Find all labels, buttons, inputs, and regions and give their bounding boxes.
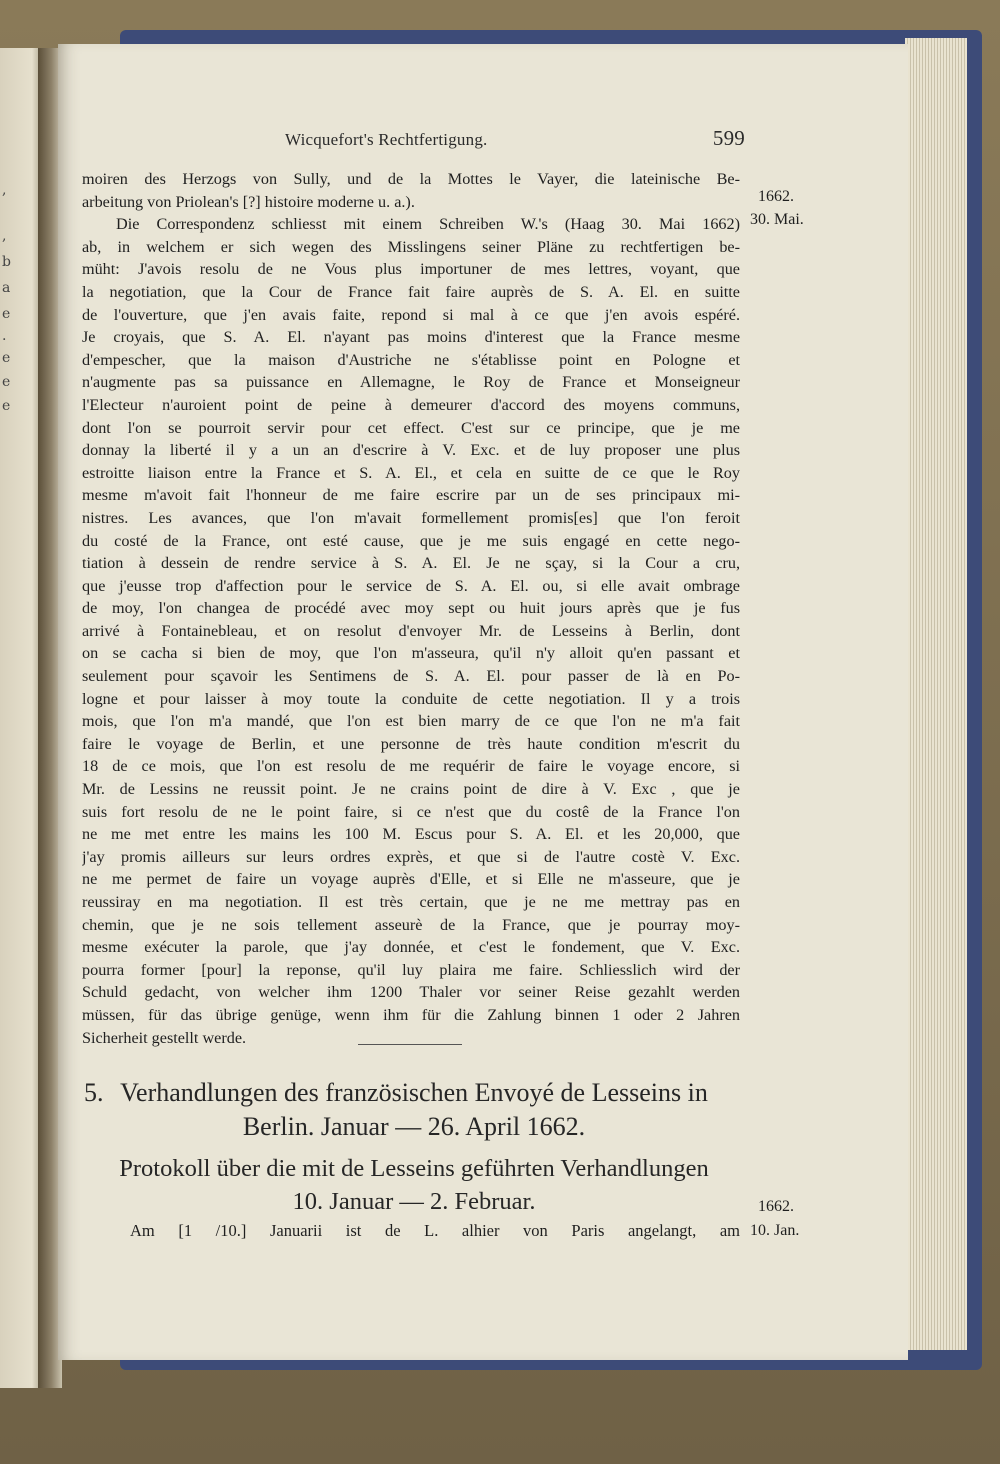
text-line: n'augmente pas sa puissance en Allemagne, le Roy de France et Monseigneur <box>82 373 740 392</box>
text-line: Am [1 /10.] Januarii ist de L. alhier von Paris angelangt, am <box>130 1221 740 1240</box>
running-head <box>285 128 745 154</box>
sub-heading <box>84 1152 744 1218</box>
body-text <box>82 168 740 1049</box>
left-page-mark: , <box>2 182 7 198</box>
text-line: d'empescher, que la maison d'Austriche ne s'établisse point en Pologne et <box>82 350 740 369</box>
text-line: arbeitung von Priolean's [?] histoire moderne u. a.). <box>82 192 415 211</box>
text-line: tiation à dessein de rendre service à S. A. El. Je ne sçay, si la Cour a cru, <box>82 554 740 573</box>
left-page-mark: . <box>2 328 7 344</box>
left-page-mark: e <box>2 398 11 414</box>
text-line: ne me met entre les mains les 100 M. Escus pour S. A. El. et les 20,000, que <box>82 825 740 844</box>
text-line: Je croyais, que S. A. El. n'ayant pas moins d'interest que la France mesme <box>82 328 740 347</box>
text-line: de moy, l'on changea de procédé avec moy sept ou huit jours après que je fus <box>82 599 740 618</box>
text-line: Die Correspondenz schliesst mit einem Schreiben W.'s (Haag 30. Mai 1662) <box>116 215 740 234</box>
left-page-mark: e <box>2 374 11 390</box>
text-line: 18 de ce mois, que l'on est resolu de me requérir de faire le voyage encore, si <box>82 757 740 776</box>
text-line: logne et pour laisser à moy toute la conduite de cette negotiation. Il y a trois <box>82 689 740 708</box>
section-separator <box>358 1044 462 1045</box>
text-line: müht: J'avois resolu de ne Vous plus importuner de mes lettres, voyant, que <box>82 260 740 279</box>
text-line: suis fort resolu de ne le point faire, si ce n'est que du costê de la France l'on <box>82 802 740 821</box>
left-page-edge <box>0 48 40 1388</box>
section-heading-line: Berlin. Januar — 26. April 1662. <box>242 1112 586 1141</box>
text-line: seulement pour sçavoir les Sentimens de S. A. El. pour passer de là en Po- <box>82 667 740 686</box>
text-line: müssen, für das übrige genüge, wenn ihm für die Zahlung binnen 1 oder 2 Jahren <box>82 1005 740 1024</box>
text-line: l'Electeur n'auroient point de peine à demeurer d'accord des moyens communs, <box>82 395 740 414</box>
text-line: du costé de la France, ont esté cause, que je me suis engagé en cette nego- <box>82 531 740 550</box>
left-page-mark: a <box>2 280 11 296</box>
margin-note-date: 10. Jan. <box>750 1222 800 1239</box>
text-line: on se cacha si bien de moy, que l'on m'asseura, qu'il n'y alloit qu'en passant et <box>82 644 740 663</box>
section-number: 5. <box>84 1078 104 1107</box>
left-page-mark: e <box>2 350 11 366</box>
left-page-mark: b <box>2 254 11 270</box>
left-page-mark: e <box>2 306 11 322</box>
text-line: moiren des Herzogs von Sully, und de la Mottes le Vayer, die lateinische Be- <box>82 170 740 188</box>
text-line: j'ay promis ailleurs sur leurs ordres exprès, et que si de l'autre costè V. Exc. <box>82 847 740 866</box>
text-line: chemin, que je ne sois tellement asseurè de la France, que je pourray moy- <box>82 915 740 934</box>
running-head-title: Wicquefort's Rechtfertigung. <box>285 130 488 149</box>
sub-heading-line: 10. Januar — 2. Februar. <box>292 1188 536 1215</box>
left-page-mark: , <box>2 228 7 244</box>
text-line: mesme exécuter la parole, que j'ay donnée, et c'est le fondement, que V. Exc. <box>82 938 740 957</box>
text-line: de l'ouverture, que j'en avais faite, repond si mal à ce que j'en avois espéré. <box>82 305 740 324</box>
text-line: reussiray en ma negotiation. Il est très certain, que je ne me mettray pas en <box>82 893 740 911</box>
margin-note-year: 1662. <box>758 1198 794 1215</box>
text-line: mois, que l'on m'a mandé, que l'on est bien marry de ce que l'on ne m'a fait <box>82 712 740 731</box>
margin-note-year: 1662. <box>758 188 794 205</box>
margin-note-date: 30. Mai. <box>750 211 804 228</box>
text-line: la negotiation, que la Cour de France fait faire auprès de S. A. El. en suitte <box>82 282 740 301</box>
text-line: Sicherheit gestellt werde. <box>82 1028 247 1047</box>
text-line: ab, in welchem er sich wegen des Misslingens seiner Pläne zu rechtfertigen be- <box>82 237 740 256</box>
text-line: faire le voyage de Berlin, et une personne de très haute condition m'escrit du <box>82 734 740 753</box>
text-line: pourra former [pour] la reponse, qu'il luy plaira me faire. Schliesslich wird der <box>82 960 740 979</box>
text-line: arrivé à Fontainebleau, et on resolut d'envoyer Mr. de Lesseins à Berlin, dont <box>82 621 740 640</box>
text-line: que j'eusse trop d'affection pour le service de S. A. El. ou, si elle avait ombrage <box>82 576 740 595</box>
text-line: Mr. de Lessins ne reussit point. Je ne crains point de dire à V. Exc , que je <box>82 780 740 799</box>
text-line: dont l'on se pourroit servir pour cet effect. C'est sur ce principe, que je me <box>82 418 740 437</box>
text-line: mesme m'avoit fait l'honneur de me faire escrire par un de ses principaux mi- <box>82 486 740 505</box>
page-number: 599 <box>712 126 745 150</box>
text-line: estroitte liaison entre la France et S. A. El., et cela en suitte de ce que le Roy <box>82 463 740 482</box>
text-line: Schuld gedacht, von welcher ihm 1200 Thaler vor seiner Reise gezahlt werden <box>82 983 740 1002</box>
text-line: donnay la liberté il y a un an d'escrire à V. Exc. et de luy proposer une plus <box>82 441 740 460</box>
text-line: ne me permet de faire un voyage auprès d'Elle, et si Elle ne m'asseure, que je <box>82 870 740 889</box>
section-heading-line: Verhandlungen des französischen Envoyé de Lesseins in <box>120 1078 708 1107</box>
text-line: nistres. Les avances, que l'on m'avait formellement promis[es] que l'on feroit <box>82 508 740 527</box>
section-heading <box>84 1076 744 1144</box>
sub-heading-line: Protokoll über die mit de Lesseins geführten Verhandlungen <box>119 1155 709 1182</box>
page-edges <box>905 38 967 1350</box>
